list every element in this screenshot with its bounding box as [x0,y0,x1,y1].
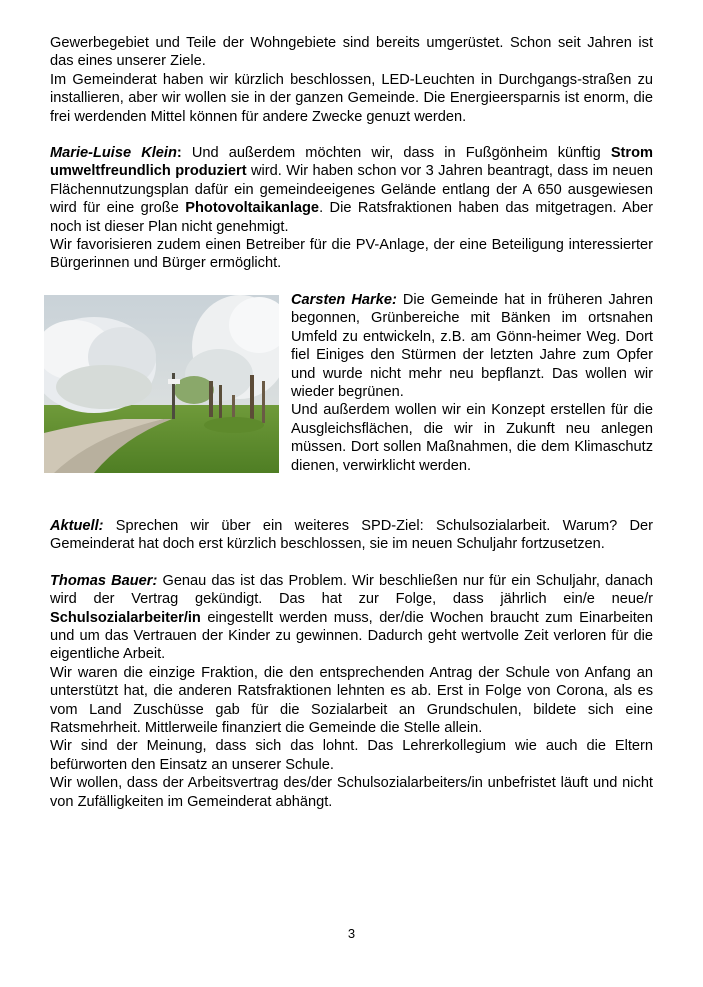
speaker-name: Aktuell: [50,517,104,534]
bold-phrase: Photovoltaikanlage [185,200,320,217]
bauer-statement: Thomas Bauer: Genau das ist das Problem. Wir beschließen nur für ein Schuljahr, danach wird der Vertrag gekündigt. Das hat zur Folge, dass jährlich ein/e neue/r Schulsozialarbeiter/in eingestellt werden muss, der/die Wochen braucht zum Einarbeiten und um das Vertrauen der Kinder zu gewinnen. Dadurch geht wertvolle Zeit verloren für die eigentliche Arbeit. [50,572,654,663]
bauer-statement-4: Wir wollen, dass der Arbeitsvertrag des/der Schulsozialarbeiters/in unbefristet läuft und nicht von Zufälligkeiten im Gemeinderat abhängt. [50,775,653,810]
speaker-name: Carsten Harke: [291,291,397,308]
page-number: 3 [347,926,356,941]
speaker-name: Marie-Luise Klein [50,145,177,162]
bauer-statement-2: Wir waren die einzige Fraktion, die den entsprechenden Antrag der Schule von Anfang an unterstützt hat, die anderen Ratsfraktionen lehnten es ab. Erst in Folge von Corona, als es vom Land Zuschüsse gab für die Sozialarbeit an Grundschulen, bildete sich eine Ratsmehrheit. Mittlerweile finanziert die Gemeinde die Stelle allein. [50,664,653,736]
klein-statement-2: Wir favorisieren zudem einen Betreiber für die PV-Anlage, der eine Beteiligung interessierter Bürgerinnen und Bürger ermöglicht. [50,237,653,272]
intro-paragraph-2: Im Gemeinderat haben wir kürzlich beschlossen, LED-Leuchten in Durchgangs-straßen zu installieren, aber wir wollen sie in der ganzen Gemeinde. Die Energieersparnis ist enorm, die frei werdenden Mittel können für andere Zwecke genuzt werden. [50,71,653,125]
blossom-trees-photo [44,295,279,473]
harke-statement-block [291,291,653,475]
harke-statement-2: Und außerdem wollen wir ein Konzept erstellen für die Ausgleichsflächen, die wir in Zukunft neu anlegen müssen. Dort sollen Maßnahmen, die dem Klimaschutz dienen, verwirklicht werden. [291,402,653,474]
bold-phrase: Strom umweltfreundlich produziert [50,145,653,180]
photo-text-block [50,291,653,477]
speaker-name: Thomas Bauer: [50,572,158,589]
bauer-statement-3: Wir sind der Meinung, dass sich das lohnt. Das Lehrerkollegium wie auch die Eltern befürworten den Einsatz an unserer Schule. [50,738,653,773]
page-content [50,34,653,811]
intro-paragraph-1: Gewerbegebiet und Teile der Wohngebiete sind bereits umgerüstet. Schon seit Jahren ist das eines unserer Ziele. [50,35,653,70]
klein-statement: Marie-Luise Klein: Und außerdem möchten wir, dass in Fußgönheim künftig Strom umweltfreundlich produziert wird. Wir haben schon vor 3 Jahren beantragt, dass im neuen Flächennutzungsplan dafür ein gemeindeeigenes Gelände entlang der A 650 ausgewiesen wird für eine große Photovoltaikanlage. Die Ratsfraktionen haben das mitgetragen. Aber noch ist dieser Plan nicht genehmigt. [50,145,654,235]
aktuell-question: Aktuell: Sprechen wir über ein weiteres SPD-Ziel: Schulsozialarbeit. Warum? Der Gemeinderat hat doch erst kürzlich beschlossen, sie im neuen Schuljahr fortzusetzen. [50,517,653,553]
bold-phrase: Schulsozialarbeiter/in [50,609,201,626]
harke-statement: Carsten Harke: Die Gemeinde hat in früheren Jahren begonnen, Grünbereiche mit Bänken im ortsnahen Umfeld zu entwickeln, z.B. am Gönn-heimer Weg. Dort fiel Einiges den Stürmen der letzten Jahre zum Opfer und wurde nicht mehr neu bepflanzt. Das wollen wir wieder begrünen. [291,291,653,400]
